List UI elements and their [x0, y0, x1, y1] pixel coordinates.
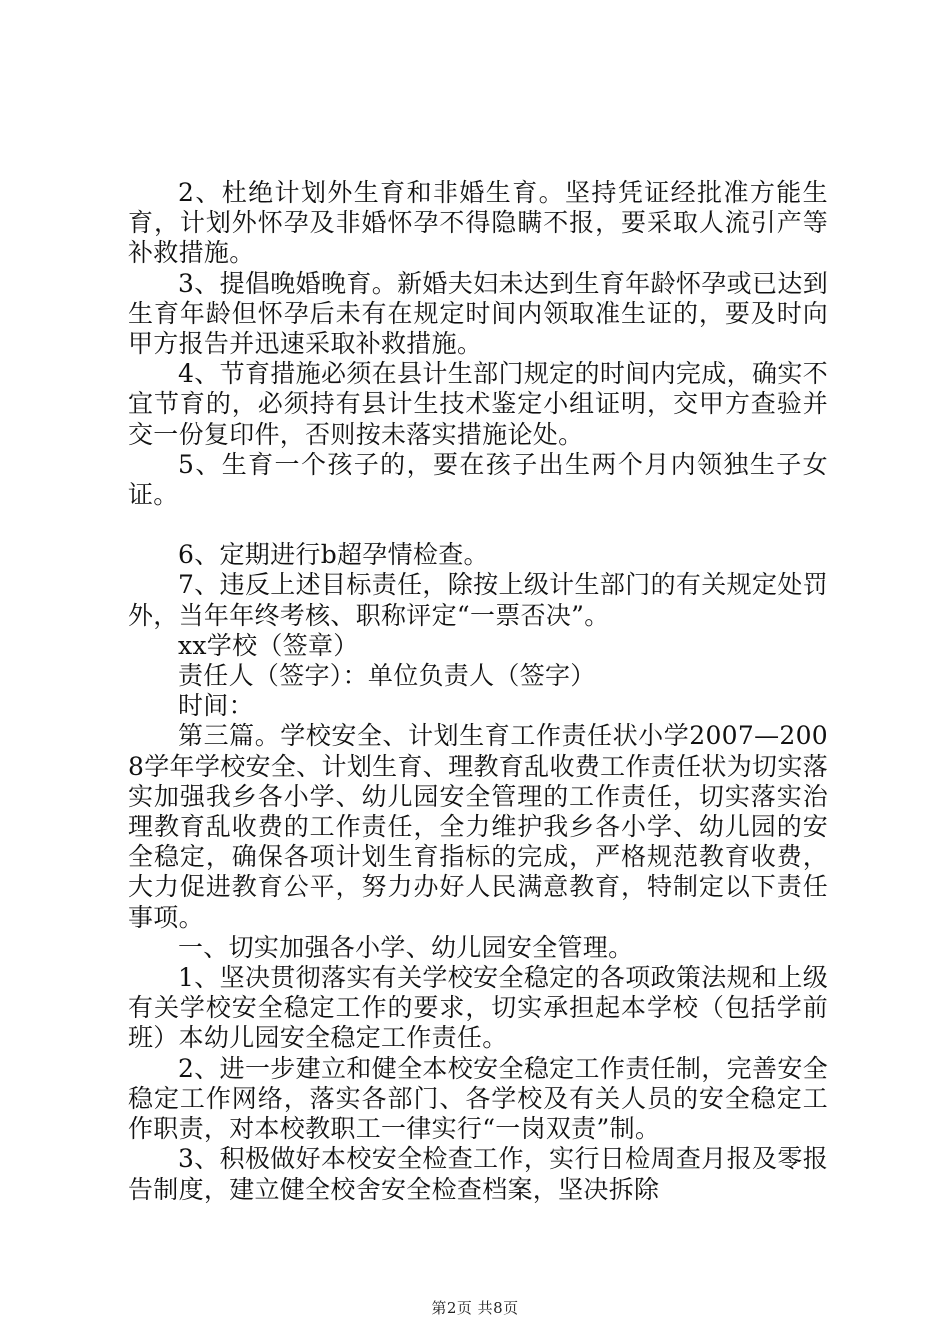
safety-item-2: 2、进一步建立和健全本校安全稳定工作责任制，完善安全稳定工作网络，落实各部门、各学校及有关人员的安全稳定工作职责，对本校教职工一律实行“一岗双责”制。 — [128, 1053, 828, 1144]
signature-date: 时间： — [178, 691, 254, 721]
paragraph-gap — [128, 510, 828, 540]
paragraph-item-3: 3、提倡晚婚晚育。新婚夫妇未达到生育年龄怀孕或已达到生育年龄但怀孕后未有在规定时间内领取准生证的，要及时向甲方报告并迅速采取补救措施。 — [128, 268, 828, 359]
paragraph-item-2: 2、杜绝计划外生育和非婚生育。坚持凭证经批准方能生育，计划外怀孕及非婚怀孕不得隐瞒不报，要采取人流引产等补救措施。 — [128, 178, 828, 268]
paragraph-item-6: 6、定期进行b超孕情检查。 — [178, 540, 489, 570]
safety-item-1: 1、坚决贯彻落实有关学校安全稳定的各项政策法规和上级有关学校安全稳定工作的要求，切实承担起本学校（包括学前班）本幼儿园安全稳定工作责任。 — [128, 963, 828, 1053]
safety-item-3: 3、积极做好本校安全检查工作，实行日检周查月报及零报告制度，建立健全校舍安全检查档案，坚决拆除 — [128, 1144, 828, 1204]
paragraph-item-4: 4、节育措施必须在县计生部门规定的时间内完成，确实不宜节育的，必须持有县计生技术鉴定小组证明，交甲方查验并交一份复印件，否则按未落实措施论处。 — [128, 359, 828, 449]
signature-persons: 责任人（签字）：单位负责人（签字） — [178, 661, 596, 691]
paragraph-item-5: 5、生育一个孩子的，要在孩子出生两个月内领独生子女证。 — [128, 449, 828, 510]
paragraph-item-7: 7、违反上述目标责任，除按上级计生部门的有关规定处罚外，当年年终考核、职称评定“一票否决”。 — [128, 570, 828, 630]
document-body — [128, 178, 828, 1205]
page-footer: 第2页 共8页 — [431, 1299, 519, 1317]
signature-school: xx学校（签章） — [178, 630, 359, 660]
section-heading-one: 一、切实加强各小学、幼儿园安全管理。 — [178, 932, 634, 962]
section-three-intro: 第三篇。学校安全、计划生育工作责任状小学2007—2008学年学校安全、计划生育、理教育乱收费工作责任状为切实落实加强我乡各小学、幼儿园安全管理的工作责任，切实落实治理教育乱收费的工作责任，全力维护我乡各小学、幼儿园的安全稳定，确保各项计划生育指标的完成，严格规范教育收费，大力促进教育公平，努力办好人民满意教育，特制定以下责任事项。 — [128, 721, 828, 932]
